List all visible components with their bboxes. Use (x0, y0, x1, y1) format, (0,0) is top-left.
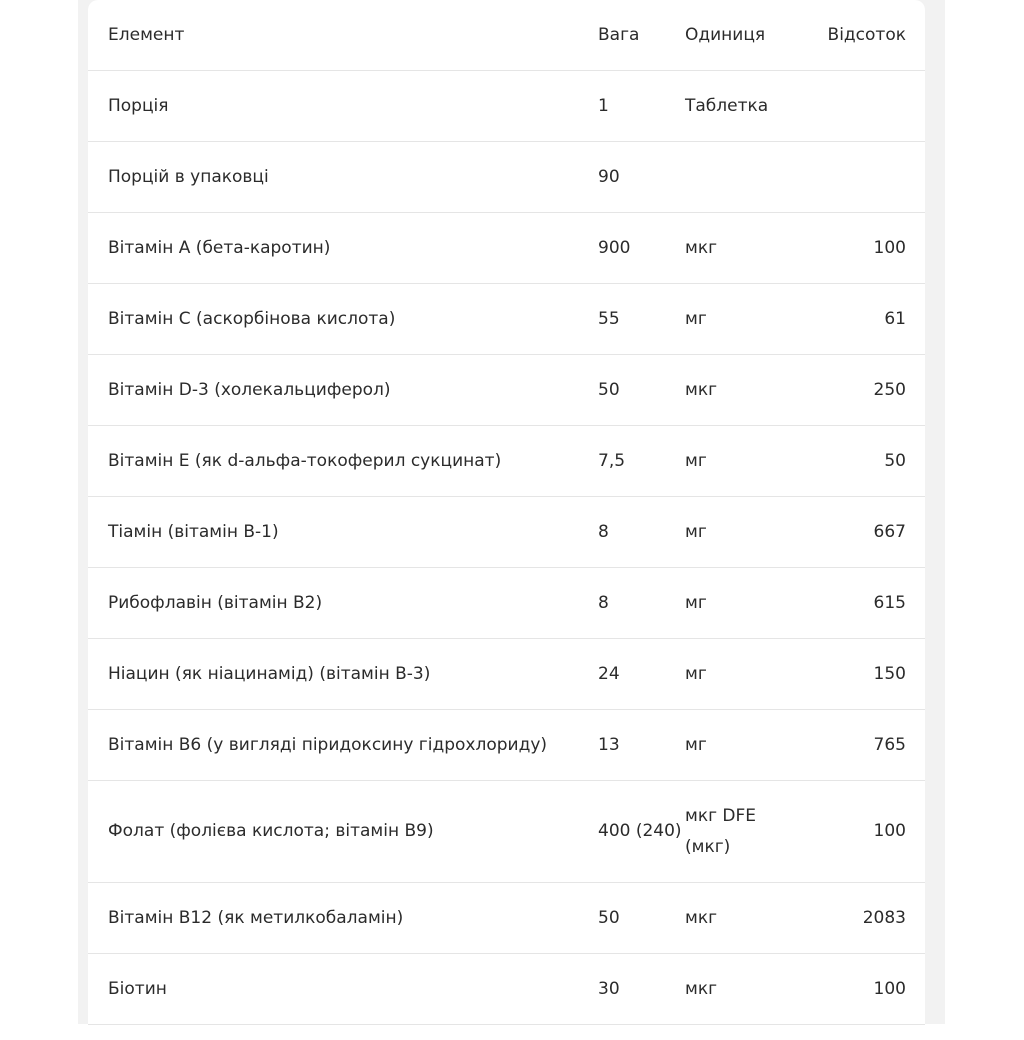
cell-element: Вітамін C (аскорбінова кислота) (88, 284, 598, 355)
header-unit: Одиниця (685, 0, 795, 71)
cell-percent: 150 (795, 639, 925, 710)
cell-weight: 90 (598, 142, 685, 213)
cell-percent: 50 (795, 426, 925, 497)
table-row (88, 355, 925, 426)
table-row (88, 426, 925, 497)
cell-element: Вітамін D-3 (холекальциферол) (88, 355, 598, 426)
cell-weight: 50 (598, 883, 685, 954)
cell-weight: 400 (240) (598, 781, 685, 883)
header-weight: Вага (598, 0, 685, 71)
cell-percent: 765 (795, 710, 925, 781)
nutrition-table-card (88, 0, 925, 1040)
cell-weight: 900 (598, 213, 685, 284)
header-percent: Відсоток (795, 0, 925, 71)
table-row (88, 954, 925, 1025)
cell-percent: 250 (795, 355, 925, 426)
table-row (88, 213, 925, 284)
cell-element: Вітамін B12 (як метилкобаламін) (88, 883, 598, 954)
cell-unit: мг (685, 639, 795, 710)
table-row (88, 284, 925, 355)
header-element: Елемент (88, 0, 598, 71)
cell-weight: 1 (598, 71, 685, 142)
cell-element: Порцій в упаковці (88, 142, 598, 213)
cell-element: Фолат (фолієва кислота; вітамін B9) (88, 781, 598, 883)
cell-percent: 2083 (795, 883, 925, 954)
table-row (88, 71, 925, 142)
table-row (88, 710, 925, 781)
cell-percent: 100 (795, 781, 925, 883)
cell-weight: 7,5 (598, 426, 685, 497)
cell-unit: мг (685, 426, 795, 497)
header-row (88, 0, 925, 71)
cell-element: Рибофлавін (вітамін B2) (88, 568, 598, 639)
table-row (88, 568, 925, 639)
cell-element: Вітамін E (як d-альфа-токоферил сукцинат) (88, 426, 598, 497)
cell-element: Біотин (88, 954, 598, 1025)
table-row (88, 497, 925, 568)
cell-percent: 667 (795, 497, 925, 568)
cell-unit: мкг (685, 954, 795, 1025)
cell-unit: мг (685, 710, 795, 781)
cell-percent: 61 (795, 284, 925, 355)
cell-weight: 55 (598, 284, 685, 355)
table-header (88, 0, 925, 71)
cell-unit (685, 142, 795, 213)
table-body (88, 71, 925, 1025)
cell-unit: мг (685, 284, 795, 355)
cell-weight: 8 (598, 497, 685, 568)
cell-element: Вітамін B6 (у вигляді піридоксину гідрохлориду) (88, 710, 598, 781)
table-row (88, 883, 925, 954)
cell-percent (795, 142, 925, 213)
cell-element: Порція (88, 71, 598, 142)
cell-weight: 50 (598, 355, 685, 426)
table-row (88, 781, 925, 883)
cell-unit: мкг (685, 213, 795, 284)
cell-unit: Таблетка (685, 71, 795, 142)
cell-percent (795, 71, 925, 142)
cell-weight: 8 (598, 568, 685, 639)
cell-element: Вітамін A (бета-каротин) (88, 213, 598, 284)
cell-unit: мкг (685, 883, 795, 954)
table-row (88, 639, 925, 710)
cell-element: Тіамін (вітамін B-1) (88, 497, 598, 568)
cell-weight: 30 (598, 954, 685, 1025)
cell-unit: мкг (685, 355, 795, 426)
cell-unit: мкг DFE (мкг) (685, 781, 795, 883)
cell-weight: 13 (598, 710, 685, 781)
nutrition-table (88, 0, 925, 1025)
table-row (88, 142, 925, 213)
cell-element: Ніацин (як ніацинамід) (вітамін B-3) (88, 639, 598, 710)
cell-percent: 100 (795, 213, 925, 284)
cell-percent: 615 (795, 568, 925, 639)
cell-weight: 24 (598, 639, 685, 710)
cell-unit: мг (685, 568, 795, 639)
cell-unit: мг (685, 497, 795, 568)
cell-percent: 100 (795, 954, 925, 1025)
